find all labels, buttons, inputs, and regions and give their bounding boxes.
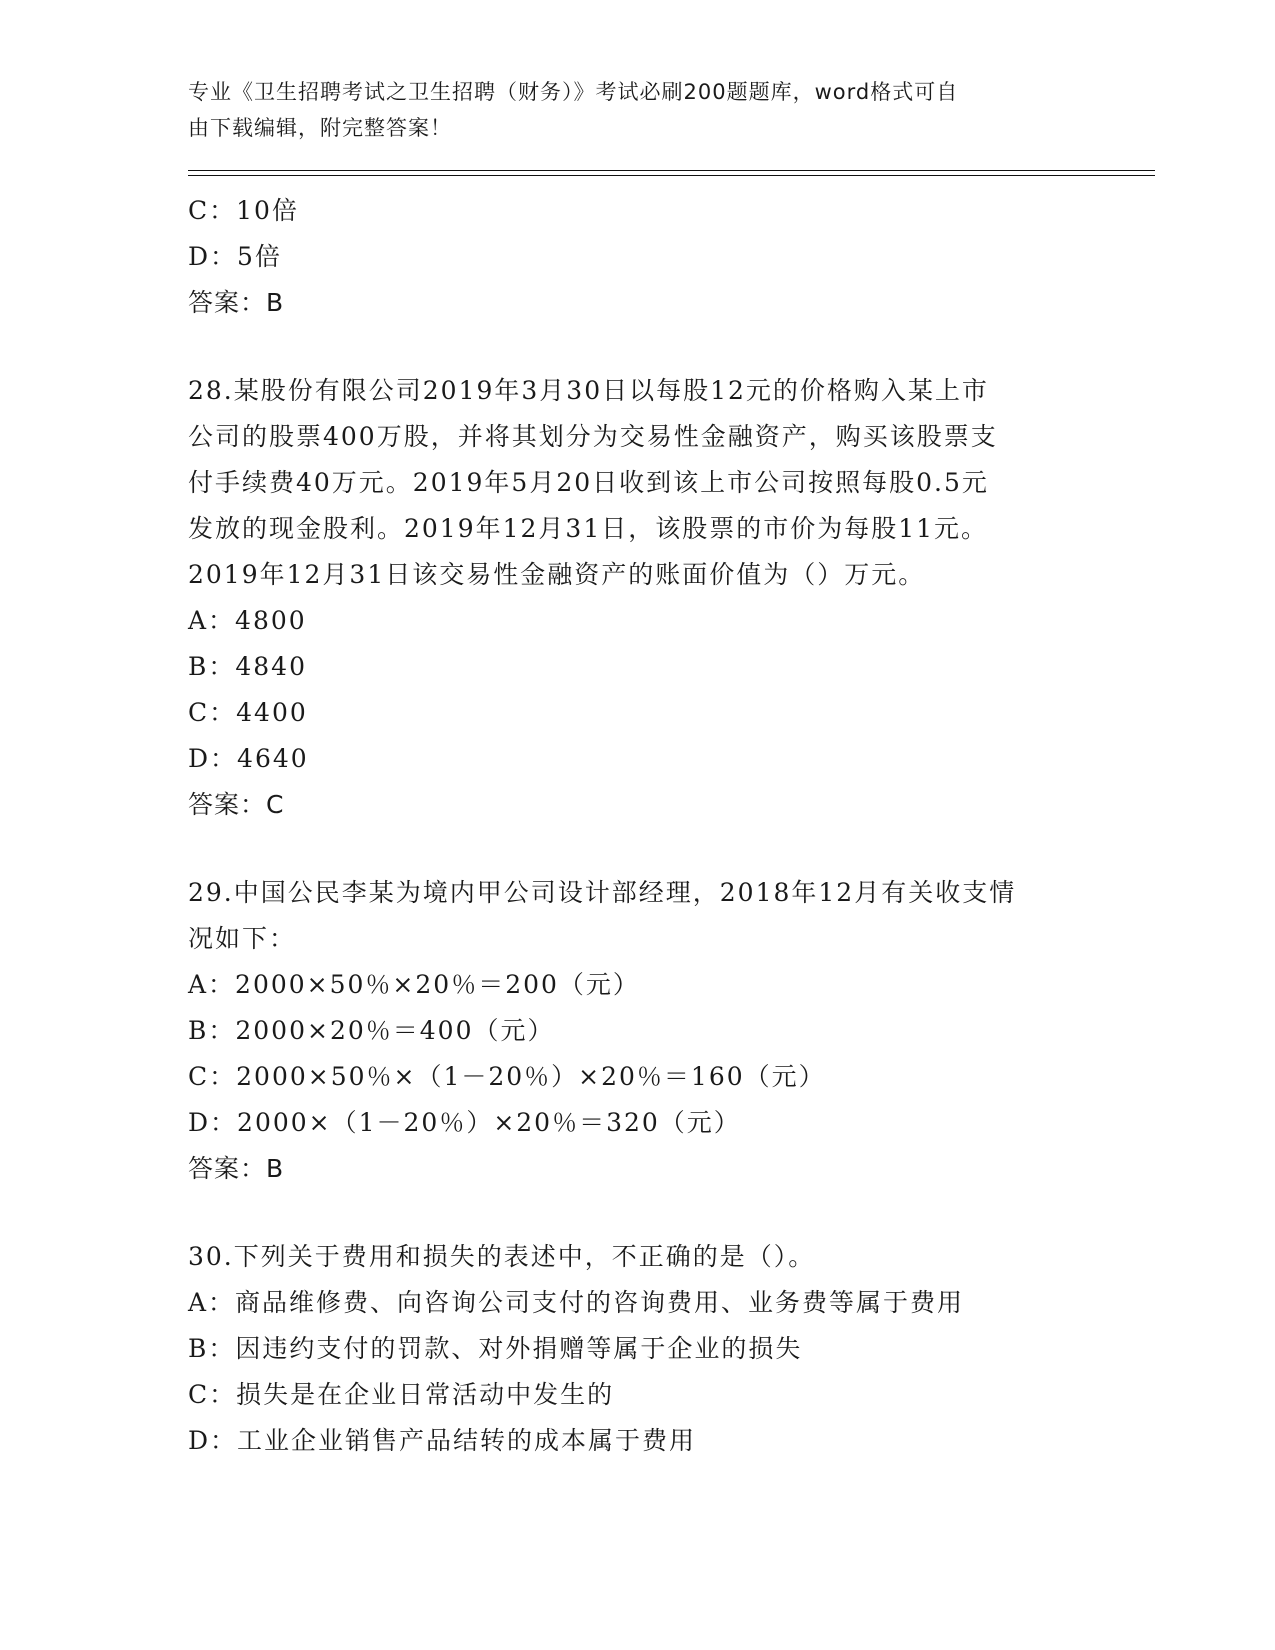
stem-line: 发放的现金股利。2019年12月31日，该股票的市价为每股11元。: [188, 514, 989, 543]
question-stem: [188, 368, 1068, 598]
header-rule-bottom: [188, 175, 1155, 176]
header-rule-top: [188, 170, 1155, 171]
stem-line: 29.中国公民李某为境内甲公司设计部经理，2018年12月有关收支情: [188, 878, 1017, 907]
option-b: B：2000×20％＝400（元）: [188, 1016, 555, 1045]
answer-line: 答案：B: [188, 1154, 285, 1183]
question-content: [188, 188, 1088, 1464]
stem-line: 2019年12月31日该交易性金融资产的账面价值为（）万元。: [188, 560, 926, 589]
stem-line: 付手续费40万元。2019年5月20日收到该上市公司按照每股0.5元: [188, 468, 989, 497]
header-line-1: 专业《卫生招聘考试之卫生招聘（财务）》考试必刷200题题库，word格式可自: [188, 80, 959, 104]
question-stem: [188, 870, 1068, 962]
question-stem: [188, 1234, 1068, 1280]
option-a: A：4800: [188, 606, 307, 635]
question-28: [188, 368, 1088, 828]
answer-line: 答案：C: [188, 790, 285, 819]
option-c: C：4400: [188, 698, 308, 727]
option-d: D：工业企业销售产品结转的成本属于费用: [188, 1426, 697, 1455]
stem-line: 30.下列关于费用和损失的表述中，不正确的是（）。: [188, 1242, 816, 1271]
option-c: C：损失是在企业日常活动中发生的: [188, 1380, 615, 1409]
option-b: B：因违约支付的罚款、对外捐赠等属于企业的损失: [188, 1334, 803, 1363]
question-30: [188, 1234, 1088, 1464]
header-line-2: 由下载编辑，附完整答案！: [188, 116, 452, 140]
option-c: C：10倍: [188, 196, 299, 225]
stem-line: 公司的股票400万股，并将其划分为交易性金融资产，购买该股票支: [188, 422, 998, 451]
option-c: C：2000×50％×（1－20％）×20％＝160（元）: [188, 1062, 826, 1091]
previous-question-tail: [188, 188, 1088, 326]
option-d: D：4640: [188, 744, 309, 773]
stem-line: 况如下：: [188, 924, 297, 953]
option-d: D：5倍: [188, 242, 282, 271]
option-b: B：4840: [188, 652, 307, 681]
document-header: [188, 74, 1068, 146]
question-29: [188, 870, 1088, 1192]
option-a: A：商品维修费、向咨询公司支付的咨询费用、业务费等属于费用: [188, 1288, 965, 1317]
answer-line: 答案：B: [188, 288, 285, 317]
option-a: A：2000×50％×20％＝200（元）: [188, 970, 640, 999]
option-d: D：2000×（1－20％）×20％＝320（元）: [188, 1108, 741, 1137]
stem-line: 28.某股份有限公司2019年3月30日以每股12元的价格购入某上市: [188, 376, 989, 405]
